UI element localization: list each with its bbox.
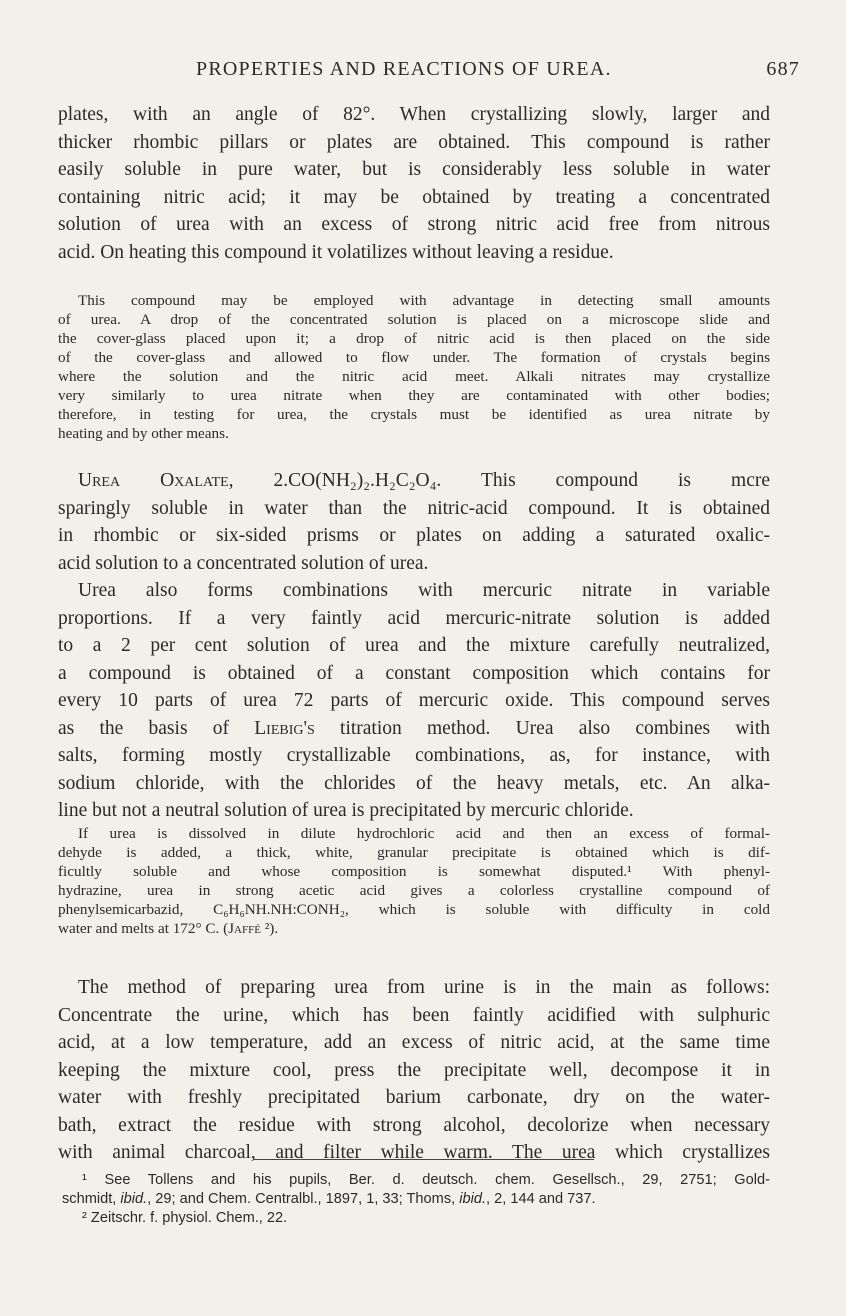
text-line: thicker rhombic pillars or plates are obtained. This compound is rather <box>58 131 770 153</box>
footnote-2: ² Zeitschr. f. physiol. Chem., 22. <box>82 1210 288 1226</box>
paragraph-urea-oxalate <box>58 467 770 577</box>
text-line <box>58 467 770 495</box>
running-title: PROPERTIES AND REACTIONS OF UREA. <box>196 58 612 80</box>
text-line: every 10 parts of urea 72 parts of mercuric oxide. This compound serves <box>58 690 770 711</box>
chemical-formula: 2.CO(NH₂)₂.H₂C₂O₄. <box>273 470 442 491</box>
paragraph-mercuric-nitrate <box>58 577 770 825</box>
text-line: a compound is obtained of a constant composition which contains for <box>58 662 770 684</box>
footnote-1-continued <box>62 1190 770 1209</box>
text-line: dehyde is added, a thick, white, granular precipitate is obtained which is dif- <box>58 844 770 861</box>
text-line: solution of urea with an excess of strong nitric acid free from nitrous <box>58 214 770 235</box>
text-fragment: as the basis of <box>58 717 230 739</box>
text-line: therefore, in testing for urea, the crystals must be identified as urea nitrate by <box>58 406 770 423</box>
text-line: in rhombic or six-sided prisms or plates on adding a saturated oxalic- <box>58 525 770 546</box>
text-fragment: water and melts at 172° C. ( <box>58 920 229 937</box>
text-line: hydrazine, urea in strong acetic acid gives a colorless crystalline compound of <box>58 882 770 899</box>
page-number: 687 <box>766 58 800 80</box>
paragraph-urea-nitrate-continued <box>58 101 770 266</box>
ibid-reference: ibid. <box>120 1191 148 1207</box>
text-line: plates, with an angle of 82°. When crystallizing slowly, larger and <box>58 104 770 125</box>
text-line: acid, at a low temperature, add an excess of nitric acid, at the same time <box>58 1032 770 1053</box>
text-line: keeping the mixture cool, press the precipitate well, decompose it in <box>58 1059 770 1081</box>
text-fragment: titration method. Urea also combines with <box>340 717 770 739</box>
text-line: water with freshly precipitated barium carbonate, dry on the water- <box>58 1087 770 1108</box>
text-line: containing nitric acid; it may be obtained by treating a concentrated <box>58 186 770 208</box>
text-line: of urea. A drop of the concentrated solution is placed on a microscope slide and <box>58 311 770 328</box>
text-line: heating and by other means. <box>58 425 229 442</box>
text-fragment: schmidt, <box>62 1191 121 1207</box>
text-fragment: ²). <box>260 920 279 937</box>
author-name-jaffe: Jaffé <box>228 920 261 937</box>
text-line: proportions. If a very faintly acid mercuric-nitrate solution is added <box>58 607 770 629</box>
text-line: phenylsemicarbazid, C₆H₆NH.NH:CONH₂, which is soluble with difficulty in cold <box>58 901 770 918</box>
text-line: with animal charcoal, and filter while warm. The urea which crystallizes <box>58 1142 770 1163</box>
text-line: to a 2 per cent solution of urea and the mixture carefully neutralized, <box>58 635 770 656</box>
text-fragment: This compound is mcre <box>480 470 771 491</box>
section-heading-urea-oxalate: Urea Oxalate, <box>78 470 234 491</box>
paragraph-preparation-method <box>58 974 770 1167</box>
text-line: ficultly soluble and whose composition is somewhat disputed.¹ With phenyl- <box>58 863 770 880</box>
text-line: If urea is dissolved in dilute hydrochloric acid and then an excess of formal- <box>78 825 770 842</box>
text-line: bath, extract the residue with strong alcohol, decolorize when necessary <box>58 1114 770 1136</box>
text-line: where the solution and the nitric acid meet. Alkali nitrates may crystallize <box>58 368 770 385</box>
text-line: very similarly to urea nitrate when they are contaminated with other bodies; <box>58 387 770 404</box>
footnotes <box>62 1171 770 1228</box>
ibid-reference: ibid. <box>459 1191 487 1207</box>
text-line: acid solution to a concentrated solution of urea. <box>58 552 429 574</box>
text-line: line but not a neutral solution of urea is precipitated by mercuric chloride. <box>58 800 634 821</box>
text-line <box>58 919 770 938</box>
text-line: Urea also forms combinations with mercuric nitrate in variable <box>78 580 770 601</box>
text-line: easily soluble in pure water, but is considerably less soluble in water <box>58 159 770 180</box>
footnote-divider <box>254 1159 594 1160</box>
text-line: acid. On heating this compound it volatilizes without leaving a residue. <box>58 241 614 263</box>
footnote-1: ¹ See Tollens and his pupils, Ber. d. deutsch. chem. Gesellsch., 29, 2751; Gold- <box>82 1172 770 1188</box>
text-line: the cover-glass placed upon it; a drop of nitric acid is then placed on the side <box>58 330 770 347</box>
text-line <box>58 715 770 743</box>
text-line: of the cover-glass and allowed to flow under. The formation of crystals begins <box>58 349 770 366</box>
text-line: sparingly soluble in water than the nitric-acid compound. It is obtained <box>58 497 770 519</box>
text-line: Concentrate the urine, which has been faintly acidified with sulphuric <box>58 1004 770 1026</box>
text-fragment: , 2, 144 and 737. <box>486 1191 596 1207</box>
text-line: sodium chloride, with the chlorides of the heavy metals, etc. An alka- <box>58 772 770 794</box>
author-name-liebig: Liebig's <box>254 717 315 739</box>
paragraph-detection-note <box>58 291 770 443</box>
text-fragment: , 29; and Chem. Centralbl., 1897, 1, 33; Thoms, <box>147 1191 460 1207</box>
text-line: This compound may be employed with advantage in detecting small amounts <box>78 292 770 309</box>
text-line: salts, forming mostly crystallizable combinations, as, for instance, with <box>58 745 770 766</box>
paragraph-formaldehyde-note <box>58 824 770 938</box>
text-line: The method of preparing urea from urine is in the main as follows: <box>78 977 770 998</box>
